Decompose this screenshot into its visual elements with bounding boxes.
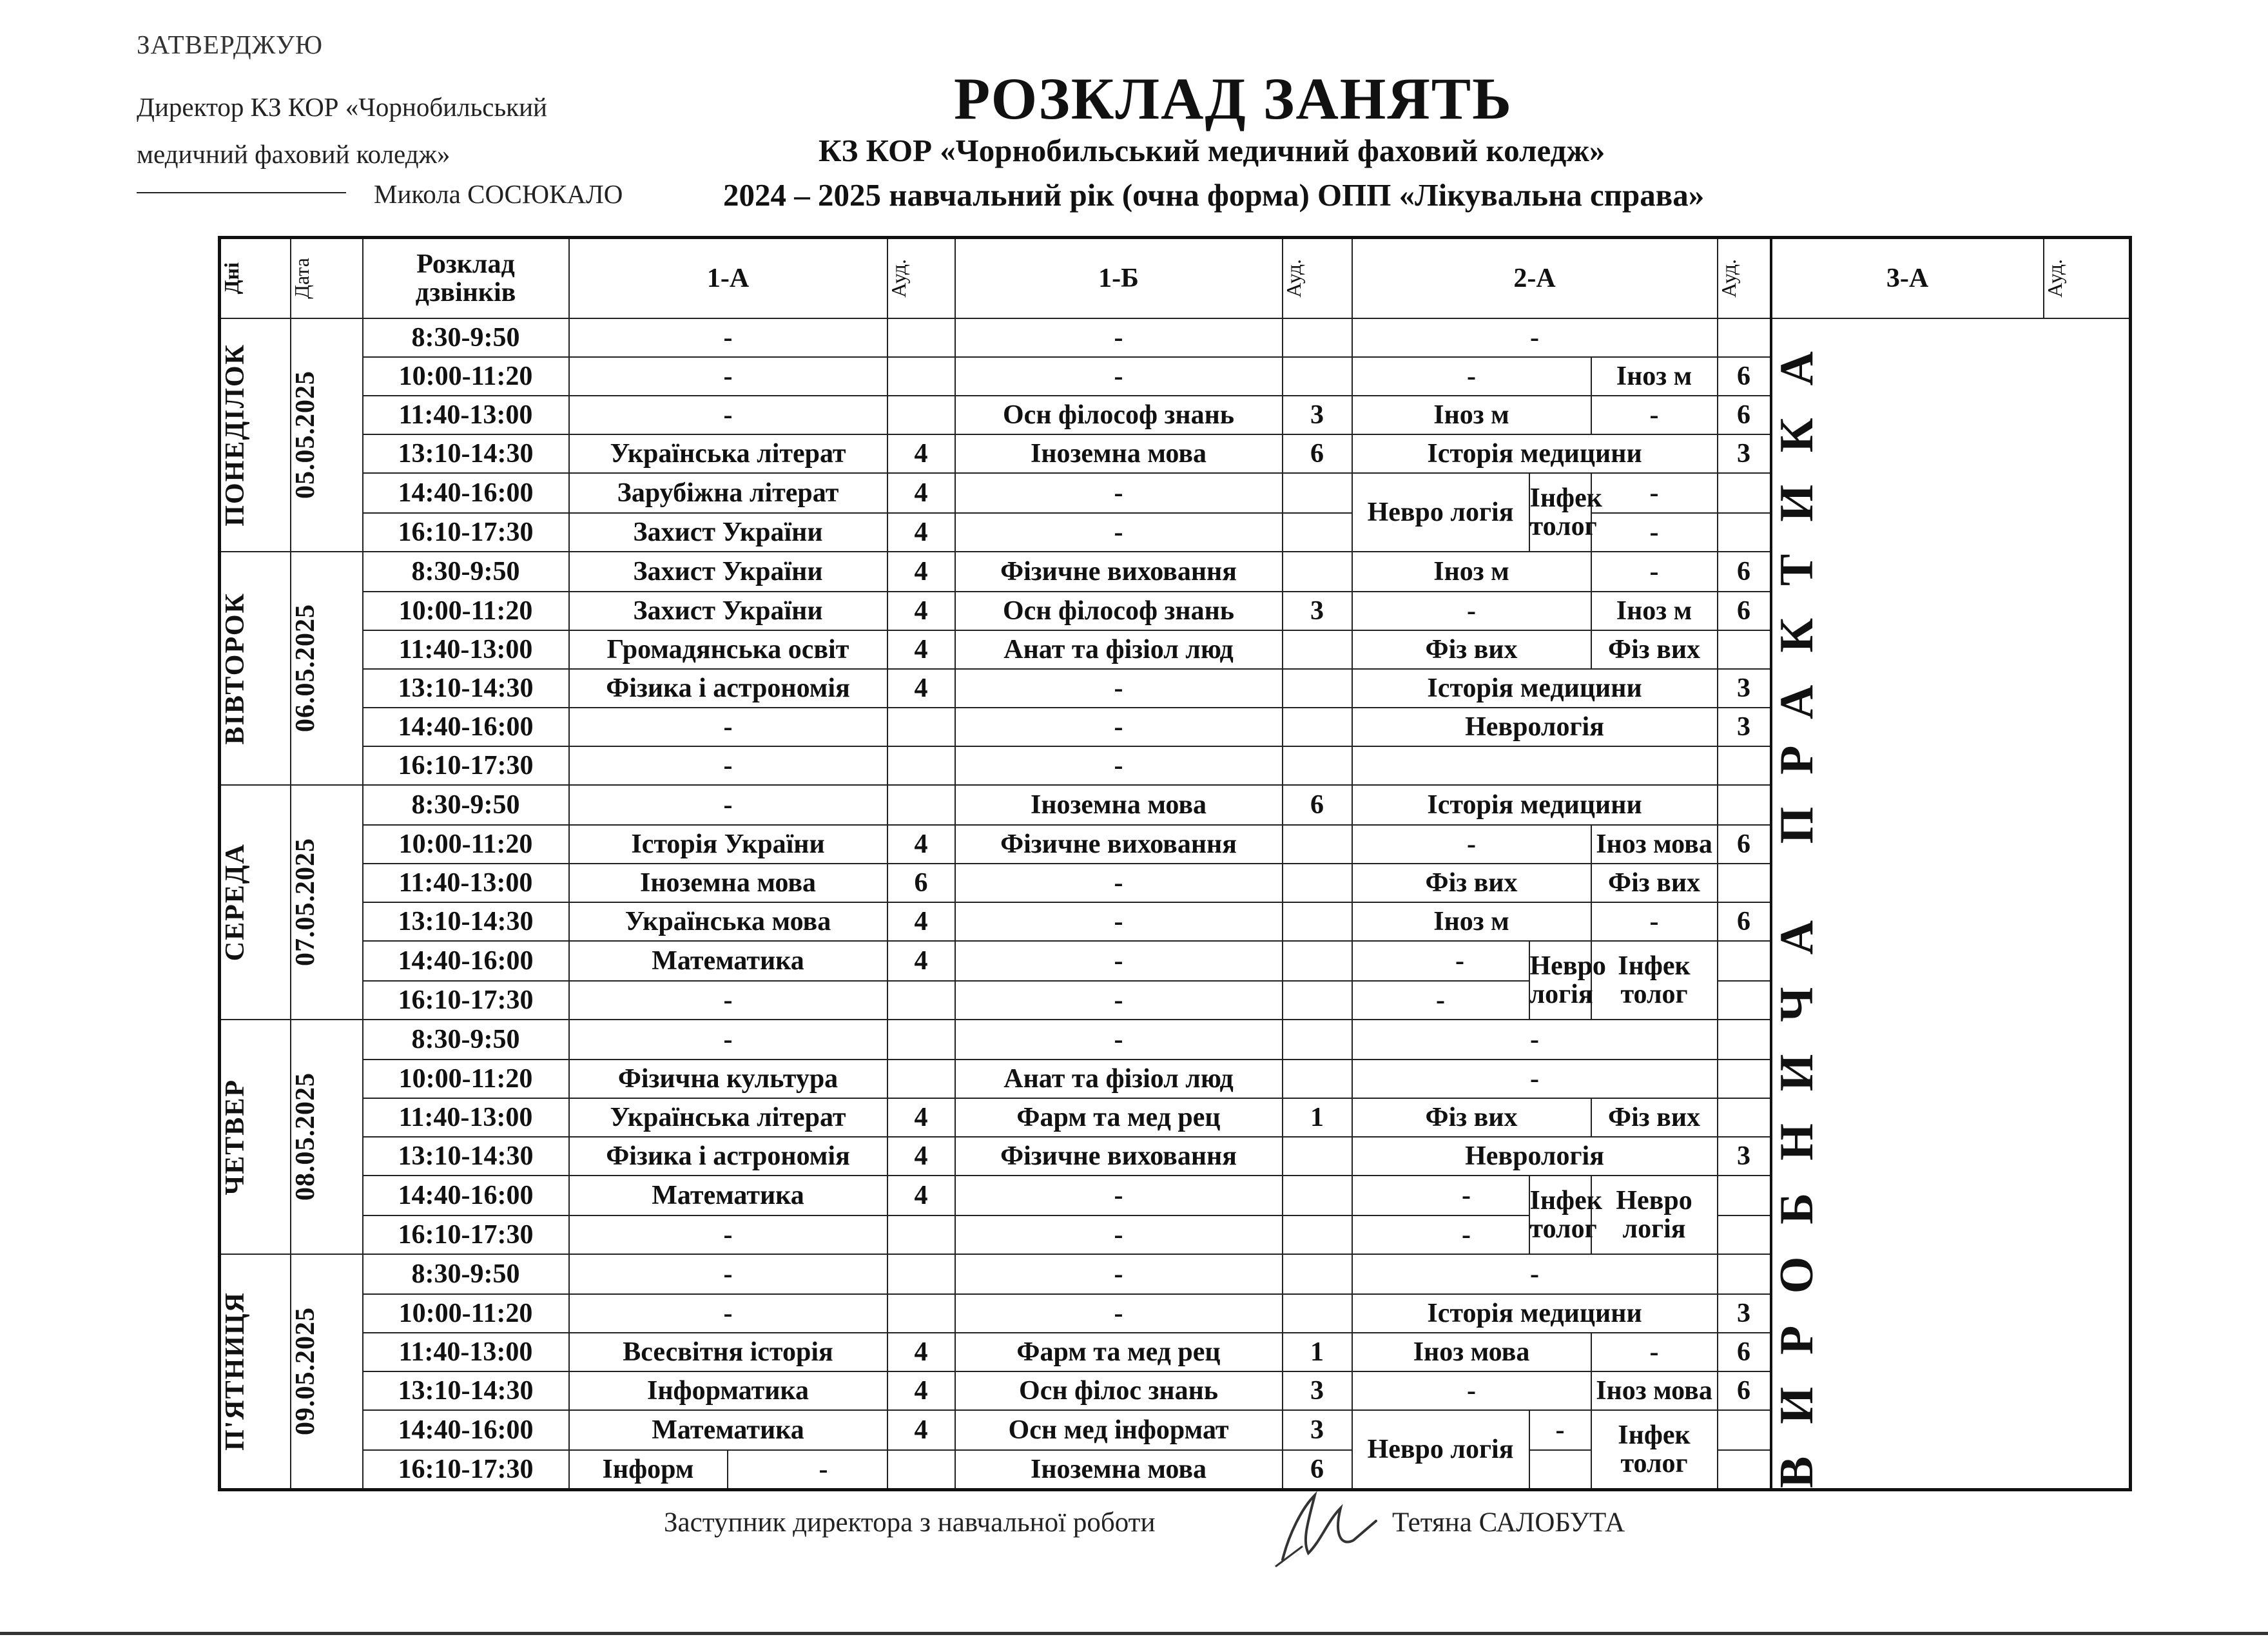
cell-1a-aud [887,396,955,434]
col-days-label: Дні [220,262,243,295]
time-slot: 10:00-11:20 [363,1060,569,1098]
cell-1a: - [569,318,887,357]
aud-label: Ауд. [1281,259,1305,298]
cell-1a: Математика [569,941,887,981]
cell-1b-aud: 6 [1283,434,1352,473]
cell-2a: Історія медицини [1352,785,1718,825]
cell-2a: - [1352,1020,1718,1060]
cell-1b: - [955,1020,1283,1060]
time-slot: 14:40-16:00 [363,1176,569,1215]
cell-1b-aud [1283,357,1352,396]
cell-1a-aud: 4 [887,1410,955,1450]
cell-2a-aud [1718,318,1771,357]
approval-director-line1: Директор КЗ КОР «Чорнобильський [137,92,547,122]
practice-cell [1771,318,2131,1490]
cell-2a-sub1: Невро логія [1352,473,1529,552]
cell-2a-sub3: Невро логія [1591,1176,1718,1254]
time-slot: 11:40-13:00 [363,396,569,434]
cell-2a-sub1: Фіз вих [1352,864,1591,902]
cell-1a: Захист України [569,513,887,552]
cell-2a-aud [1718,785,1771,825]
cell-1b: Іноземна мова [955,785,1283,825]
cell-1b: Фарм та мед рец [955,1098,1283,1137]
cell-2a-aud [1718,1176,1771,1215]
cell-2a-aud: 6 [1718,357,1771,396]
cell-1a: Всесвітня історія [569,1333,887,1371]
cell-2a-sub1: - [1352,1176,1529,1215]
cell-2a-aud: 3 [1718,434,1771,473]
time-slot: 13:10-14:30 [363,1137,569,1176]
cell-2a-sub2: Інфек толог [1529,1176,1591,1254]
cell-1a-aud [887,1020,955,1060]
time-slot: 10:00-11:20 [363,825,569,864]
cell-2a-sub2: Іноз м [1591,592,1718,630]
cell-2a: Неврологія [1352,708,1718,746]
cell-2a-sub2: - [1529,1410,1591,1450]
table-row [220,318,2131,357]
cell-1a: Інформатика [569,1371,887,1410]
cell-1a-aud [887,1060,955,1098]
cell-2a-aud [1718,473,1771,513]
cell-2a-sub3: - [1591,473,1718,513]
col-date [291,238,363,319]
signature-line [137,192,346,193]
college-subtitle: КЗ КОР «Чорнобильський медичний фаховий коледж» [819,133,1605,168]
cell-1a-aud: 4 [887,513,955,552]
time-slot: 10:00-11:20 [363,592,569,630]
cell-2a-sub2: Фіз вих [1591,1098,1718,1137]
cell-1b-aud [1283,981,1352,1020]
cell-2a-aud: 3 [1718,669,1771,708]
cell-2a: Неврологія [1352,1137,1718,1176]
day-name: П'ЯТНИЦЯ [220,1254,291,1490]
cell-2a-sub2: Фіз вих [1591,630,1718,669]
cell-1a: - [569,1020,887,1060]
cell-1a: Фізична культура [569,1060,887,1098]
cell-1a-aud: 4 [887,825,955,864]
cell-2a-sub2: Інфек толог [1529,473,1591,552]
aud-label: Ауд. [886,259,910,298]
cell-1a: Захист України [569,552,887,592]
cell-1b: - [955,902,1283,941]
day-date: 06.05.2025 [291,552,363,785]
cell-2a-sub1: - [1352,592,1591,630]
cell-2a-aud [1718,1215,1771,1254]
cell-1b: - [955,669,1283,708]
cell-1b-aud: 3 [1283,396,1352,434]
cell-1a-aud: 4 [887,473,955,513]
cell-1b: - [955,981,1283,1020]
cell-1a-aud [887,981,955,1020]
cell-1a-aud [887,1215,955,1254]
cell-1a: - [569,708,887,746]
cell-1b-aud [1283,318,1352,357]
cell-1a-aud: 4 [887,1176,955,1215]
cell-1b: Іноземна мова [955,1450,1283,1490]
cell-1b-aud [1283,1254,1352,1294]
cell-1b: - [955,746,1283,785]
cell-1a: - [569,1294,887,1333]
cell-2a-sub1: Іноз м [1352,552,1591,592]
time-slot: 16:10-17:30 [363,1215,569,1254]
cell-1a: Українська мова [569,902,887,941]
cell-1b: - [955,318,1283,357]
cell-2a-sub2: Фіз вих [1591,864,1718,902]
cell-1a: Захист України [569,592,887,630]
col-bells: Розклад дзвінків [363,238,569,319]
time-slot: 10:00-11:20 [363,1294,569,1333]
cell-1b-aud: 3 [1283,592,1352,630]
cell-1a-aud: 4 [887,1098,955,1137]
cell-2a-aud [1718,1450,1771,1490]
time-slot: 14:40-16:00 [363,473,569,513]
cell-1a-aud: 6 [887,864,955,902]
deputy-title: Заступник директора з навчальної роботи [664,1507,1156,1538]
time-slot: 16:10-17:30 [363,746,569,785]
cell-2a-sub3: - [1591,513,1718,552]
cell-2a-sub1: Іноз м [1352,396,1591,434]
cell-1a-aud: 4 [887,552,955,592]
cell-2a-sub1: Фіз вих [1352,630,1591,669]
cell-2a-aud [1718,630,1771,669]
cell-2a-sub3: Інфек толог [1591,941,1718,1020]
cell-1b-aud [1283,746,1352,785]
time-slot: 16:10-17:30 [363,981,569,1020]
cell-2a-aud [1718,981,1771,1020]
cell-1a: Українська літерат [569,1098,887,1137]
cell-1b: - [955,1294,1283,1333]
col-group-1a: 1-А [569,238,887,319]
cell-2a-aud: 6 [1718,902,1771,941]
cell-1b: Осн філос знань [955,1371,1283,1410]
day-date: 07.05.2025 [291,785,363,1020]
cell-2a: Історія медицини [1352,1294,1718,1333]
cell-1b-aud [1283,473,1352,513]
day-date: 08.05.2025 [291,1020,363,1254]
approval-director-name: Микола СОСЮКАЛО [374,179,623,209]
cell-2a-sub1: Невро логія [1352,1410,1529,1490]
cell-2a-sub1: Іноз м [1352,902,1591,941]
day-name: ПОНЕДІЛОК [220,318,291,552]
day-name: ВІВТОРОК [220,552,291,785]
cell-1a-aud [887,318,955,357]
cell-2a: - [1352,1254,1718,1294]
cell-1b: Анат та фізіол люд [955,630,1283,669]
cell-1a-aud: 4 [887,669,955,708]
cell-2a-aud: 6 [1718,1371,1771,1410]
cell-1b: Осн філософ знань [955,592,1283,630]
cell-2a-aud: 3 [1718,1137,1771,1176]
col-aud-1a [887,238,955,319]
cell-1b: - [955,1176,1283,1215]
cell-2a-aud [1718,1020,1771,1060]
cell-2a-sub2: - [1591,552,1718,592]
cell-2a-aud: 6 [1718,552,1771,592]
cell-1a: - [569,746,887,785]
cell-1a-aud: 4 [887,941,955,981]
cell-2a-aud: 6 [1718,592,1771,630]
cell-2a-aud [1718,746,1771,785]
cell-1b: Осн мед інформат [955,1410,1283,1450]
cell-1a-aud: 4 [887,1371,955,1410]
time-slot: 11:40-13:00 [363,630,569,669]
cell-1a-aud: 4 [887,630,955,669]
cell-1a: Фізика і астрономія [569,1137,887,1176]
cell-1b: Фізичне виховання [955,552,1283,592]
cell-2a-sub1: Іноз мова [1352,1333,1591,1371]
cell-1b: Фізичне виховання [955,1137,1283,1176]
cell-1b-aud [1283,1137,1352,1176]
col-group-2a: 2-А [1352,238,1718,319]
cell-1a-aud [887,1254,955,1294]
cell-2a-aud: 3 [1718,708,1771,746]
cell-1a: Громадянська освіт [569,630,887,669]
practice-label: ВИРОБНИЧА ПРАКТИКА [1770,319,1823,1488]
cell-2a-sub1: - [1352,941,1529,981]
cell-1a: Зарубіжна літерат [569,473,887,513]
cell-1a-aud: 4 [887,1333,955,1371]
day-date: 05.05.2025 [291,318,363,552]
cell-2a-aud [1718,513,1771,552]
cell-2a-sub1: Фіз вих [1352,1098,1591,1137]
cell-1b-aud: 1 [1283,1333,1352,1371]
cell-1b: Анат та фізіол люд [955,1060,1283,1098]
time-slot: 8:30-9:50 [363,1254,569,1294]
cell-1a-aud [887,785,955,825]
cell-2a-sub2 [1529,1450,1591,1490]
cell-2a-aud [1718,864,1771,902]
page-title-text: РОЗКЛАД ЗАНЯТЬ [954,66,1513,131]
cell-2a: Історія медицини [1352,669,1718,708]
cell-1b: - [955,357,1283,396]
deputy-name: Тетяна САЛОБУТА [1392,1507,1625,1538]
cell-2a-sub2: Іноз мова [1591,825,1718,864]
col-aud-2a [1718,238,1771,319]
cell-1a: - [569,1215,887,1254]
time-slot: 8:30-9:50 [363,552,569,592]
col-date-label: Дата [289,258,313,299]
cell-2a-aud [1718,1254,1771,1294]
cell-2a-sub1: - [1352,1371,1591,1410]
cell-2a-aud: 6 [1718,396,1771,434]
cell-1a-aud [887,357,955,396]
time-slot: 14:40-16:00 [363,941,569,981]
cell-1b-aud [1283,708,1352,746]
cell-2a-aud: 6 [1718,825,1771,864]
cell-1b-aud: 3 [1283,1371,1352,1410]
cell-1b-aud: 3 [1283,1410,1352,1450]
cell-2a-sub1: - [1352,1215,1529,1254]
cell-2a-sub1: - [1352,357,1591,396]
time-slot: 10:00-11:20 [363,357,569,396]
col-group-1b: 1-Б [955,238,1283,319]
cell-2a-sub2: Іноз м [1591,357,1718,396]
cell-1b-aud [1283,513,1352,552]
cell-1a: Історія України [569,825,887,864]
cell-1a-aud: 4 [887,434,955,473]
cell-2a [1352,746,1718,785]
cell-1b-aud [1283,864,1352,902]
cell-1a-aud [887,746,955,785]
cell-1a-sub2: - [728,1450,887,1490]
cell-1a-aud: 4 [887,592,955,630]
cell-1b: Фарм та мед рец [955,1333,1283,1371]
cell-2a-aud [1718,1098,1771,1137]
cell-1b-aud [1283,825,1352,864]
time-slot: 13:10-14:30 [363,902,569,941]
day-date: 09.05.2025 [291,1254,363,1490]
cell-2a-sub2: - [1591,902,1718,941]
time-slot: 16:10-17:30 [363,513,569,552]
cell-1a: Українська літерат [569,434,887,473]
cell-1a-aud [887,708,955,746]
day-name: СЕРЕДА [220,785,291,1020]
cell-1b: - [955,1215,1283,1254]
time-slot: 8:30-9:50 [363,785,569,825]
cell-1a: - [569,981,887,1020]
cell-2a-sub2: - [1591,1333,1718,1371]
cell-2a-aud: 3 [1718,1294,1771,1333]
col-aud-3a [2044,238,2131,319]
cell-1b: - [955,513,1283,552]
cell-1a-aud [887,1450,955,1490]
cell-1b: - [955,473,1283,513]
time-slot: 13:10-14:30 [363,669,569,708]
cell-1a: Математика [569,1410,887,1450]
cell-1a: - [569,1254,887,1294]
cell-1b: Фізичне виховання [955,825,1283,864]
time-slot: 13:10-14:30 [363,434,569,473]
cell-2a-sub2: Невро логія [1529,941,1591,1020]
time-slot: 8:30-9:50 [363,1020,569,1060]
cell-1b-aud [1283,902,1352,941]
cell-2a: Історія медицини [1352,434,1718,473]
cell-1a: Фізика і астрономія [569,669,887,708]
cell-2a-sub1: - [1352,981,1529,1020]
cell-2a: - [1352,318,1718,357]
time-slot: 14:40-16:00 [363,708,569,746]
cell-1a: Математика [569,1176,887,1215]
cell-1b-aud [1283,630,1352,669]
cell-1b-aud: 6 [1283,785,1352,825]
approval-director-line2: медичний фаховий коледж» [137,139,451,169]
aud-label: Ауд. [1716,259,1740,298]
cell-1b: - [955,864,1283,902]
cell-1a: - [569,785,887,825]
cell-1b-aud [1283,1294,1352,1333]
year-subtitle: 2024 – 2025 навчальний рік (очна форма) ОПП «Лікувальна справа» [723,177,1705,213]
col-group-3a: 3-А [1771,238,2044,319]
cell-2a-aud [1718,941,1771,981]
cell-1a-aud: 4 [887,1137,955,1176]
cell-1a: - [569,396,887,434]
time-slot: 8:30-9:50 [363,318,569,357]
cell-1b: - [955,1254,1283,1294]
approval-label: ЗАТВЕРДЖУЮ [137,30,323,59]
cell-1b-aud [1283,1060,1352,1098]
cell-1b: Осн філософ знань [955,396,1283,434]
bottom-divider [0,1632,2268,1635]
col-days [220,238,291,319]
cell-1a: Іноземна мова [569,864,887,902]
cell-2a-sub2: Іноз мова [1591,1371,1718,1410]
cell-1a-sub1: Інформ [569,1450,728,1490]
cell-1b-aud [1283,941,1352,981]
time-slot: 16:10-17:30 [363,1450,569,1490]
cell-1b-aud [1283,1215,1352,1254]
cell-1b-aud [1283,669,1352,708]
cell-1b-aud: 6 [1283,1450,1352,1490]
cell-1a-aud [887,1294,955,1333]
cell-2a-aud [1718,1410,1771,1450]
time-slot: 14:40-16:00 [363,1410,569,1450]
day-name: ЧЕТВЕР [220,1020,291,1254]
schedule-table [218,236,2132,1491]
cell-1b-aud [1283,1020,1352,1060]
cell-2a-sub2: - [1591,396,1718,434]
aud-label: Ауд. [2042,259,2066,298]
cell-1b-aud: 1 [1283,1098,1352,1137]
cell-1b: Іноземна мова [955,434,1283,473]
cell-1a-aud: 4 [887,902,955,941]
cell-2a-aud [1718,1060,1771,1098]
cell-1b-aud [1283,1176,1352,1215]
time-slot: 11:40-13:00 [363,1333,569,1371]
time-slot: 11:40-13:00 [363,1098,569,1137]
cell-1b: - [955,941,1283,981]
cell-1b: - [955,708,1283,746]
cell-1b-aud [1283,552,1352,592]
cell-1a: - [569,357,887,396]
header-row [220,238,2131,319]
cell-2a-sub1: - [1352,825,1591,864]
cell-2a: - [1352,1060,1718,1098]
cell-2a-aud: 6 [1718,1333,1771,1371]
signature-icon [1263,1482,1379,1573]
time-slot: 11:40-13:00 [363,864,569,902]
time-slot: 13:10-14:30 [363,1371,569,1410]
cell-2a-sub3: Інфек толог [1591,1410,1718,1490]
col-aud-1b [1283,238,1352,319]
